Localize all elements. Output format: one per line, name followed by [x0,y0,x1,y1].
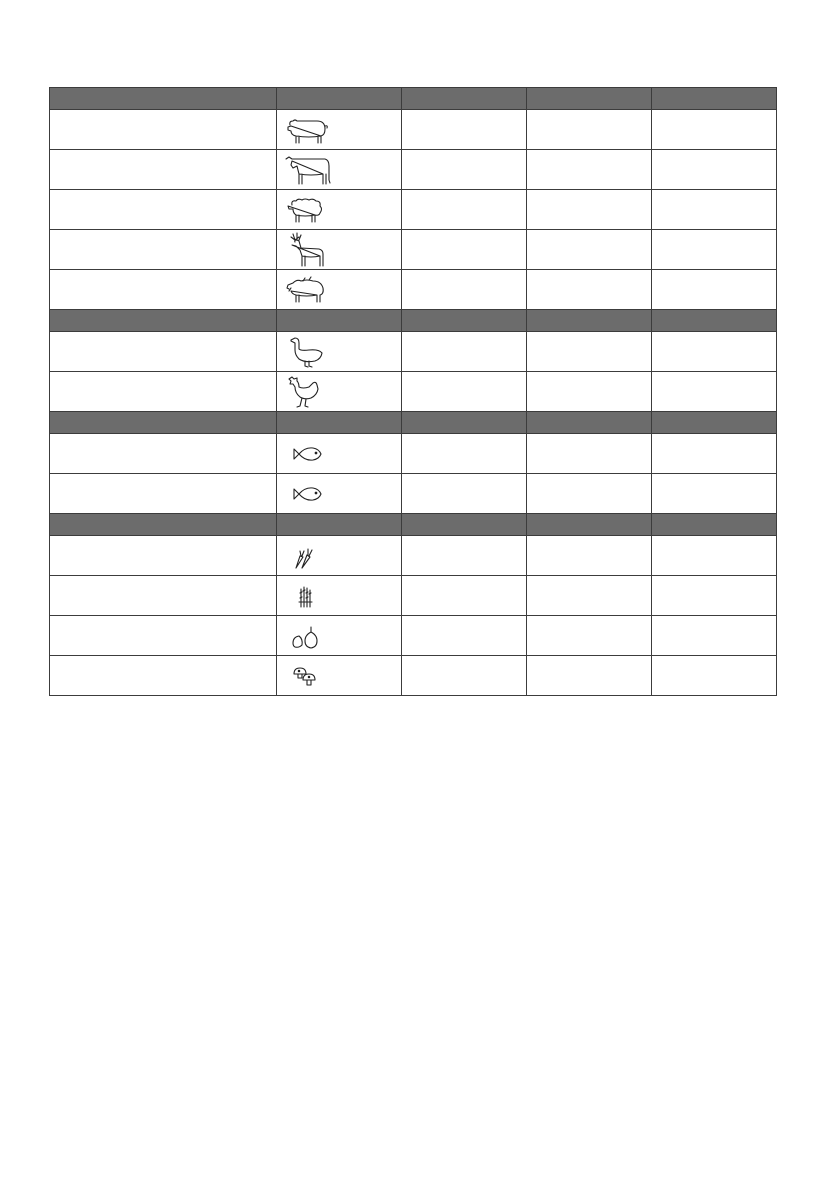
section-header-poultry [50,310,777,332]
value-cell [402,434,527,474]
value-cell [402,474,527,514]
table-row [50,190,777,230]
value-cell [652,150,777,190]
food-name-cell [50,616,277,656]
header-cell [277,88,402,110]
header-cell [402,412,527,434]
food-name-cell [50,536,277,576]
fish-icon [291,442,331,466]
boar-icon [285,276,327,304]
table-row [50,616,777,656]
icon-cell [277,230,402,270]
value-cell [402,616,527,656]
onion-icon [289,621,323,651]
header-cell [277,514,402,536]
value-cell [652,190,777,230]
header-cell [652,310,777,332]
table-row [50,372,777,412]
header-cell [652,514,777,536]
value-cell [527,110,652,150]
table-row [50,230,777,270]
icon-cell [277,434,402,474]
food-name-cell [50,372,277,412]
goose-icon [285,335,325,369]
icon-cell [277,616,402,656]
table-row [50,434,777,474]
value-cell [402,110,527,150]
pig-icon [285,115,329,145]
section-header-fish [50,412,777,434]
header-cell [402,88,527,110]
value-cell [652,270,777,310]
food-name-cell [50,110,277,150]
table-row [50,656,777,696]
icon-cell [277,332,402,372]
header-cell [527,412,652,434]
food-name-cell [50,474,277,514]
section-header-vegetables [50,514,777,536]
header-cell [402,310,527,332]
value-cell [652,372,777,412]
icon-cell [277,150,402,190]
asparagus-icon [291,581,321,611]
icon-cell [277,656,402,696]
icon-cell [277,190,402,230]
value-cell [652,616,777,656]
header-cell [277,310,402,332]
value-cell [652,230,777,270]
food-name-cell [50,270,277,310]
food-name-cell [50,332,277,372]
header-cell [652,412,777,434]
value-cell [527,616,652,656]
value-cell [402,656,527,696]
value-cell [402,536,527,576]
table-row [50,150,777,190]
icon-cell [277,536,402,576]
icon-cell [277,372,402,412]
icon-cell [277,576,402,616]
mushroom-icon [289,661,323,691]
table-row [50,474,777,514]
deer-icon [285,232,327,268]
header-cell [50,88,277,110]
header-cell [402,514,527,536]
value-cell [527,270,652,310]
value-cell [527,150,652,190]
chicken-icon [285,375,325,409]
table-row [50,332,777,372]
food-name-cell [50,656,277,696]
food-name-cell [50,434,277,474]
value-cell [402,230,527,270]
value-cell [402,150,527,190]
value-cell [527,230,652,270]
value-cell [402,270,527,310]
value-cell [527,332,652,372]
food-name-cell [50,150,277,190]
icon-cell [277,110,402,150]
value-cell [652,110,777,150]
food-name-cell [50,576,277,616]
header-cell [50,310,277,332]
sheep-icon [285,195,325,225]
cooking-table [49,87,777,696]
value-cell [652,536,777,576]
header-cell [50,412,277,434]
table-row [50,110,777,150]
header-cell [50,514,277,536]
table-row [50,536,777,576]
value-cell [402,190,527,230]
header-cell [652,88,777,110]
value-cell [527,474,652,514]
value-cell [402,372,527,412]
fish-icon [291,482,331,506]
value-cell [652,576,777,616]
value-cell [402,332,527,372]
header-cell [527,514,652,536]
value-cell [527,434,652,474]
value-cell [527,656,652,696]
value-cell [652,474,777,514]
value-cell [652,656,777,696]
value-cell [527,190,652,230]
icon-cell [277,474,402,514]
section-header-meat [50,88,777,110]
value-cell [527,576,652,616]
food-name-cell [50,190,277,230]
value-cell [402,576,527,616]
value-cell [527,536,652,576]
header-cell [277,412,402,434]
table-row [50,576,777,616]
header-cell [527,88,652,110]
value-cell [527,372,652,412]
table-row [50,270,777,310]
food-name-cell [50,230,277,270]
carrot-icon [291,541,321,571]
header-cell [527,310,652,332]
value-cell [652,434,777,474]
icon-cell [277,270,402,310]
value-cell [652,332,777,372]
cow-icon [285,154,333,186]
